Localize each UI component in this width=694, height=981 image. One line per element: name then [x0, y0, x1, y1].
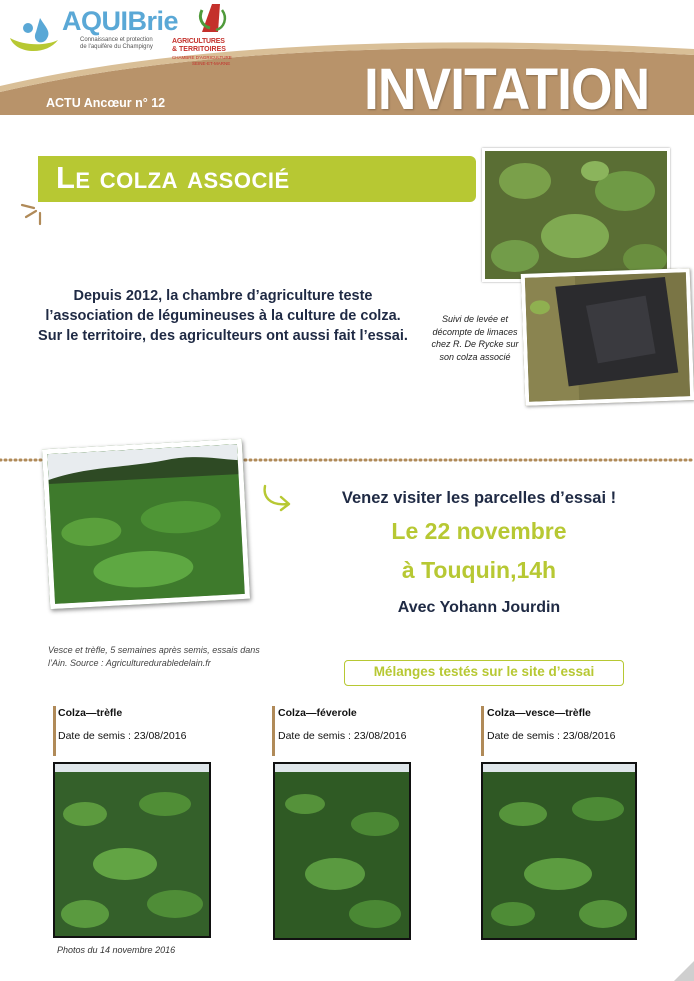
curved-arrow-icon: [259, 482, 297, 514]
issue-label: ACTU Ancœur n° 12: [46, 96, 166, 110]
brand-tagline: Connaissance et protection: [80, 37, 153, 43]
slug-trap-photo: [521, 268, 694, 406]
mixture-sowing-date: Date de semis : 23/08/2016: [58, 730, 187, 742]
page-title: Le colza associé: [56, 160, 290, 195]
mixture-name: Colza—vesce—trèfle: [487, 707, 591, 719]
event-place-time: à Touquin,14h: [401, 557, 557, 583]
mixture-accent-bar: [481, 706, 484, 756]
mixture-name: Colza—trèfle: [58, 707, 123, 719]
partner-name-line-2: & TERRITOIRES: [172, 46, 226, 53]
brand-name: AQUIBrie: [62, 6, 179, 36]
mixture-photo-fava-bean: [273, 762, 411, 940]
event-date: Le 22 novembre: [391, 518, 567, 544]
event-host: Avec Yohann Jourdin: [397, 599, 561, 616]
rapeseed-plants-photo: [482, 148, 670, 282]
mixture-sowing-date: Date de semis : 23/08/2016: [278, 730, 407, 742]
partner-name-line-1: AGRICULTURES: [172, 38, 225, 45]
mixture-photo-vetch-clover: [481, 762, 637, 940]
page-corner: [674, 961, 694, 981]
invitation-heading: INVITATION: [364, 57, 650, 122]
partner-name-line-4: SEINE-ET-MARNE: [192, 61, 231, 66]
mixtures-title: Mélanges testés sur le site d’essai: [373, 664, 595, 679]
partner-name-line-3: CHAMBRE D'AGRICULTURE: [172, 55, 232, 60]
mixture-accent-bar: [53, 706, 56, 756]
visit-invitation: Venez visiter les parcelles d’essai !: [341, 489, 617, 507]
vetch-clover-field-photo: [42, 439, 250, 609]
photos-date-caption: Photos du 14 novembre 2016: [57, 945, 176, 955]
mixture-name: Colza—féverole: [278, 707, 357, 719]
slug-photo-caption: Suivi de levée et décompte de limaces chez R. De Rycke sur son colza associé: [431, 314, 519, 362]
mixture-accent-bar: [272, 706, 275, 756]
field-photo-caption: Vesce et trèfle, 5 semaines après semis, essais dans l’Ain. Source : Agriculturedurabledelain.fr: [48, 645, 260, 668]
brand-tagline-2: de l'aquifère du Champigny: [80, 44, 153, 50]
mixture-photo-clover: [53, 762, 211, 938]
intro-paragraph: Depuis 2012, la chambre d’agriculture teste l’association de légumineuses à la culture de colza. Sur le territoire, des agriculteurs ont aussi fait l’essai.: [38, 288, 408, 344]
mixture-sowing-date: Date de semis : 23/08/2016: [487, 730, 616, 742]
spark-decoration-icon: [18, 195, 48, 227]
